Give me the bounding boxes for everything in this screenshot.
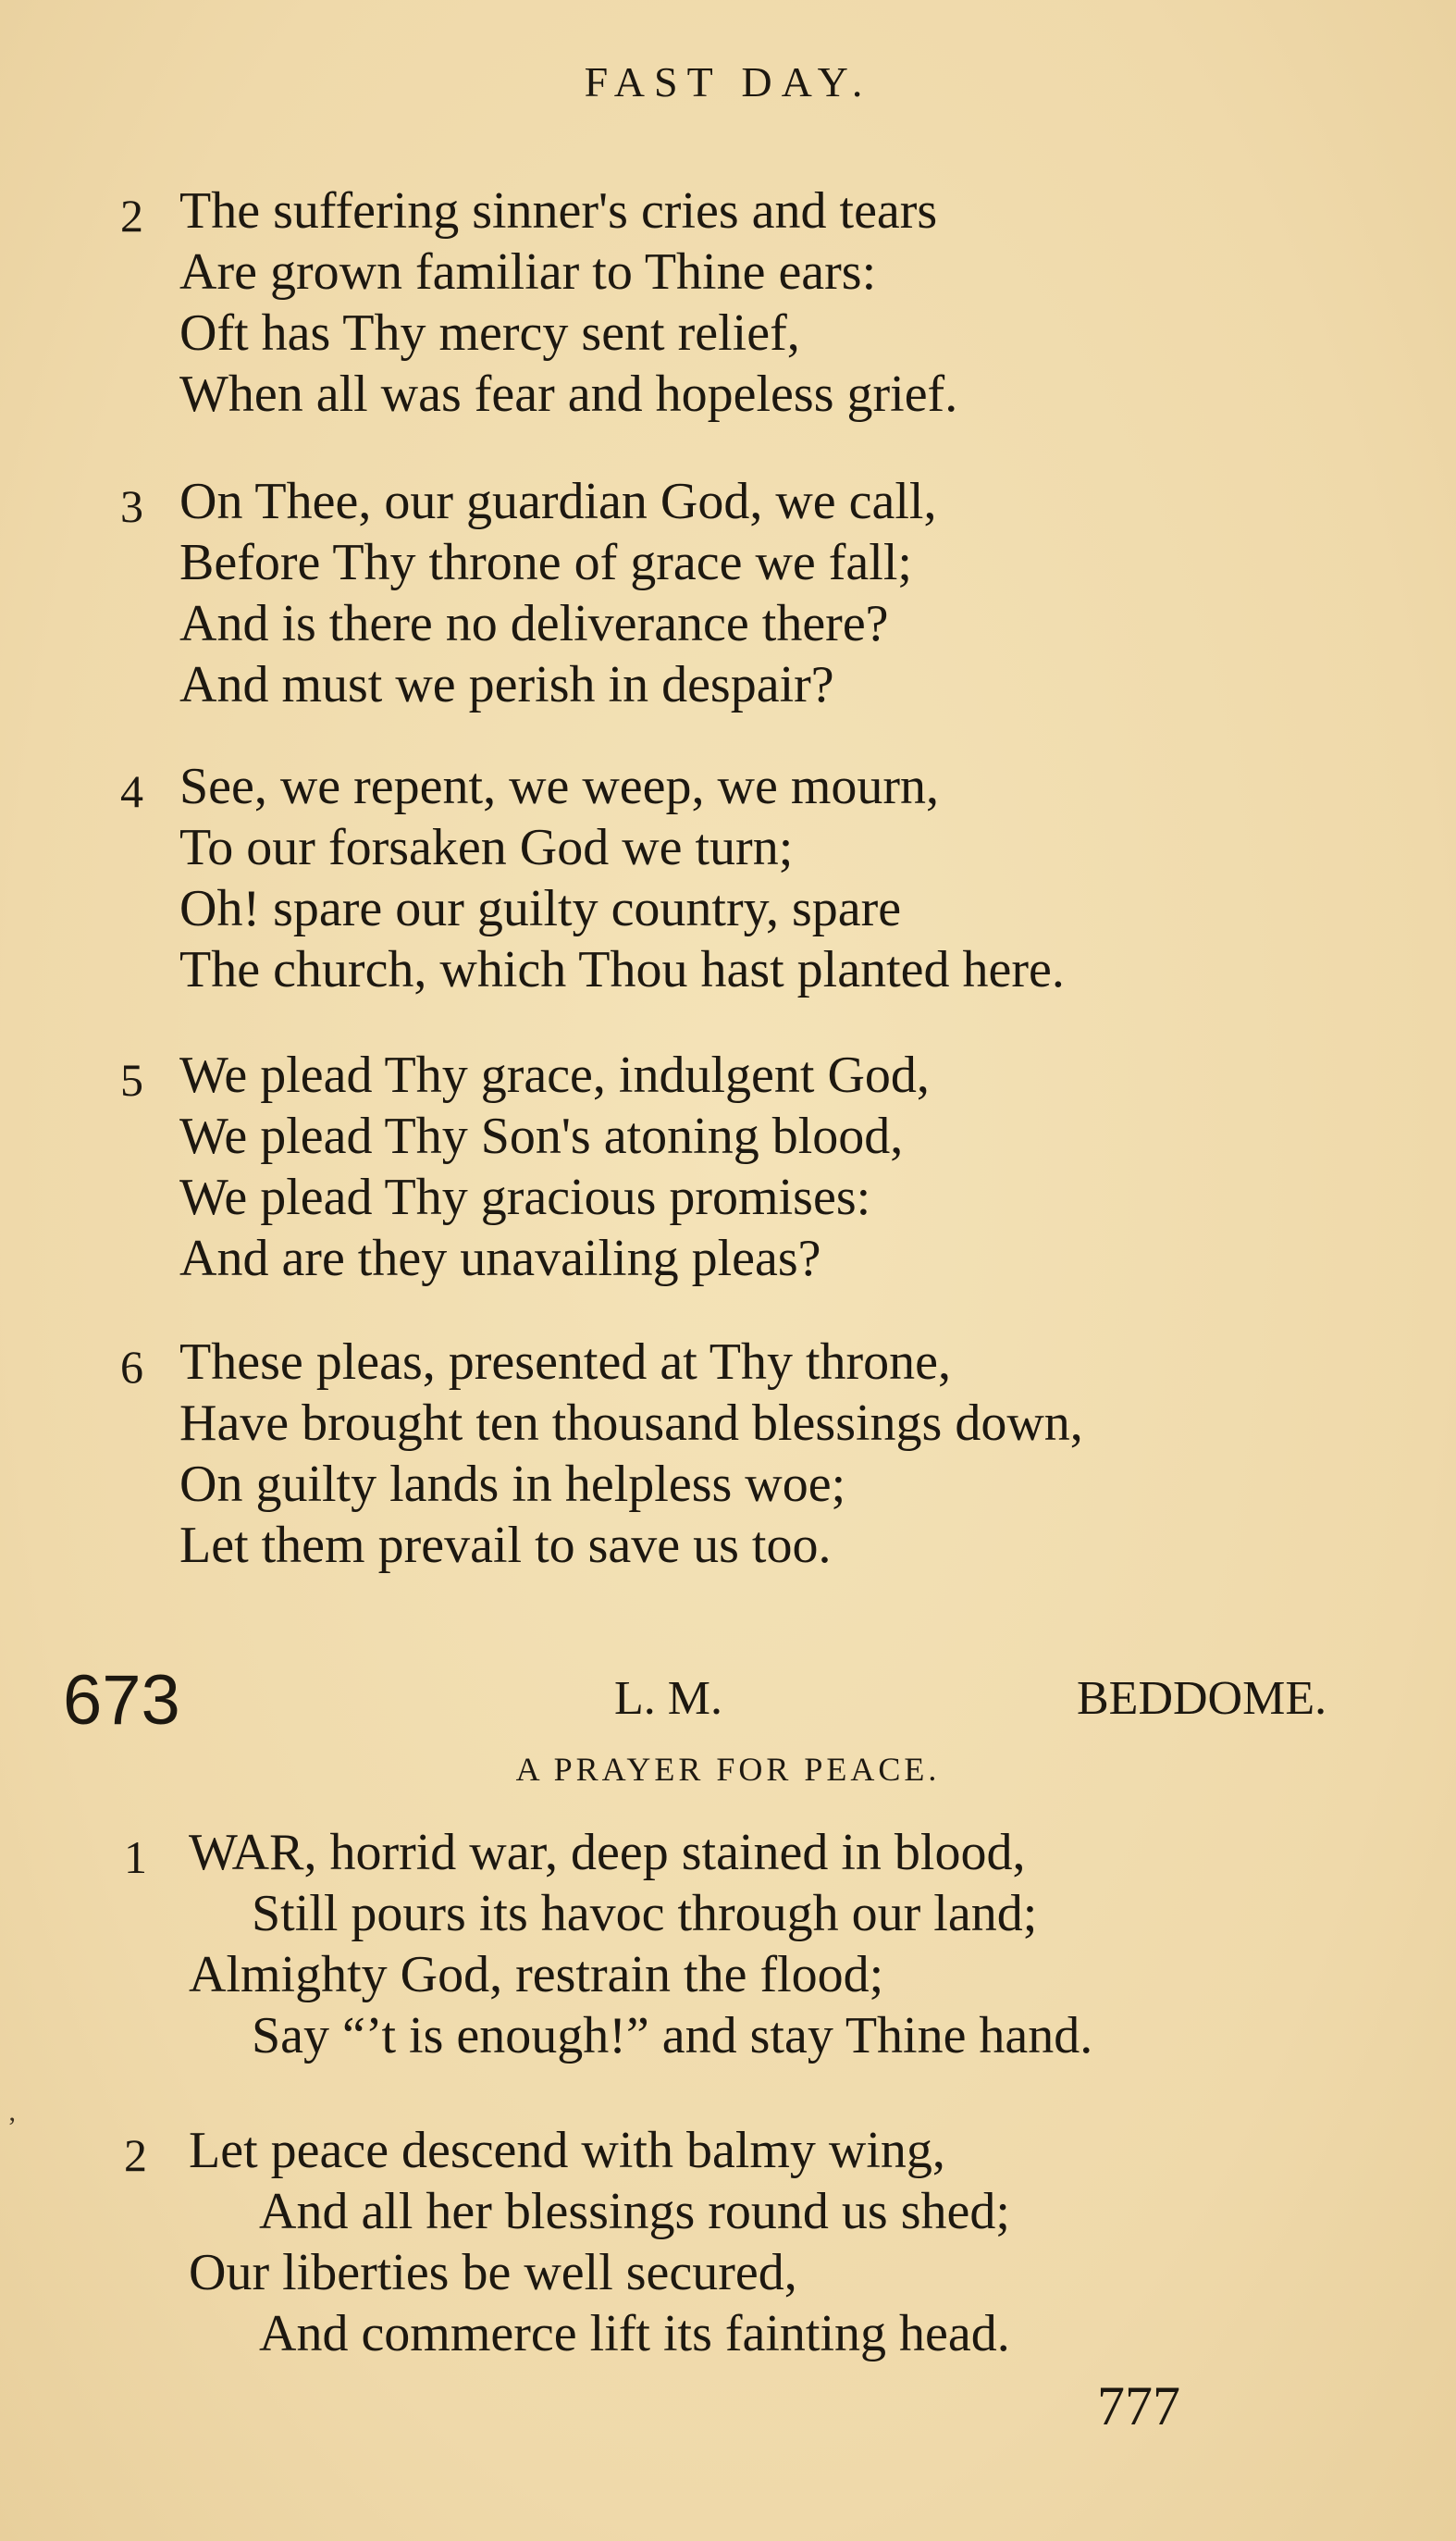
margin-mark: ’ bbox=[7, 2112, 17, 2142]
verse-line: We plead Thy Son's atoning blood, bbox=[179, 1108, 904, 1165]
verse-line: We plead Thy gracious promises: bbox=[179, 1169, 871, 1226]
verse-line: WAR, horrid war, deep stained in blood, bbox=[189, 1824, 1026, 1881]
verse-line: Say “’t is enough!” and stay Thine hand. bbox=[252, 2007, 1093, 2064]
verse-line: See, we repent, we weep, we mourn, bbox=[179, 758, 940, 815]
verse-line: The suffering sinner's cries and tears bbox=[179, 182, 938, 240]
verse-line: The church, which Thou hast planted here. bbox=[179, 941, 1065, 998]
verse-line: Oh! spare our guilty country, spare bbox=[179, 880, 902, 937]
stanza-number: 3 bbox=[120, 480, 143, 532]
verse-line: And is there no deliverance there? bbox=[179, 595, 889, 652]
verse-line: We plead Thy grace, indulgent God, bbox=[179, 1047, 930, 1104]
verse-line: These pleas, presented at Thy throne, bbox=[179, 1333, 952, 1391]
stanza-number: 4 bbox=[120, 765, 143, 817]
stanza-number: 5 bbox=[120, 1054, 143, 1106]
verse-line: Still pours its havoc through our land; bbox=[252, 1885, 1038, 1942]
verse-line: Oft has Thy mercy sent relief, bbox=[179, 304, 800, 362]
verse-line: Let peace descend with balmy wing, bbox=[189, 2122, 945, 2179]
verse-line: On Thee, our guardian God, we call, bbox=[179, 473, 937, 530]
verse-line: When all was fear and hopeless grief. bbox=[179, 366, 958, 423]
verse-line: Our liberties be well secured, bbox=[189, 2244, 797, 2301]
verse-line: On guilty lands in helpless woe; bbox=[179, 1456, 846, 1513]
verse-line: Before Thy throne of grace we fall; bbox=[179, 534, 912, 591]
hymn-meter: L. M. bbox=[614, 1672, 722, 1725]
verse-line: Almighty God, restrain the flood; bbox=[189, 1946, 884, 2003]
verse-line: To our forsaken God we turn; bbox=[179, 819, 794, 876]
verse-line: Are grown familiar to Thine ears: bbox=[179, 243, 877, 301]
stanza-number: 1 bbox=[124, 1831, 147, 1883]
stanza-number: 6 bbox=[120, 1341, 143, 1393]
stanza-number: 2 bbox=[124, 2129, 147, 2181]
running-head: FAST DAY. bbox=[584, 58, 872, 105]
verse-line: Have brought ten thousand blessings down, bbox=[179, 1394, 1083, 1452]
hymn-number: 673 bbox=[63, 1661, 180, 1740]
verse-line: Let them prevail to save us too. bbox=[179, 1517, 832, 1574]
stanza-number: 2 bbox=[120, 190, 143, 242]
hymn-title: A PRAYER FOR PEACE. bbox=[515, 1751, 941, 1788]
verse-line: And must we perish in despair? bbox=[179, 656, 834, 713]
verse-line: And commerce lift its fainting head. bbox=[259, 2305, 1010, 2362]
verse-line: And are they unavailing pleas? bbox=[179, 1230, 821, 1287]
page-number: 777 bbox=[1097, 2375, 1180, 2436]
verse-line: And all her blessings round us shed; bbox=[259, 2183, 1010, 2240]
hymn-author: BEDDOME. bbox=[1077, 1672, 1327, 1725]
